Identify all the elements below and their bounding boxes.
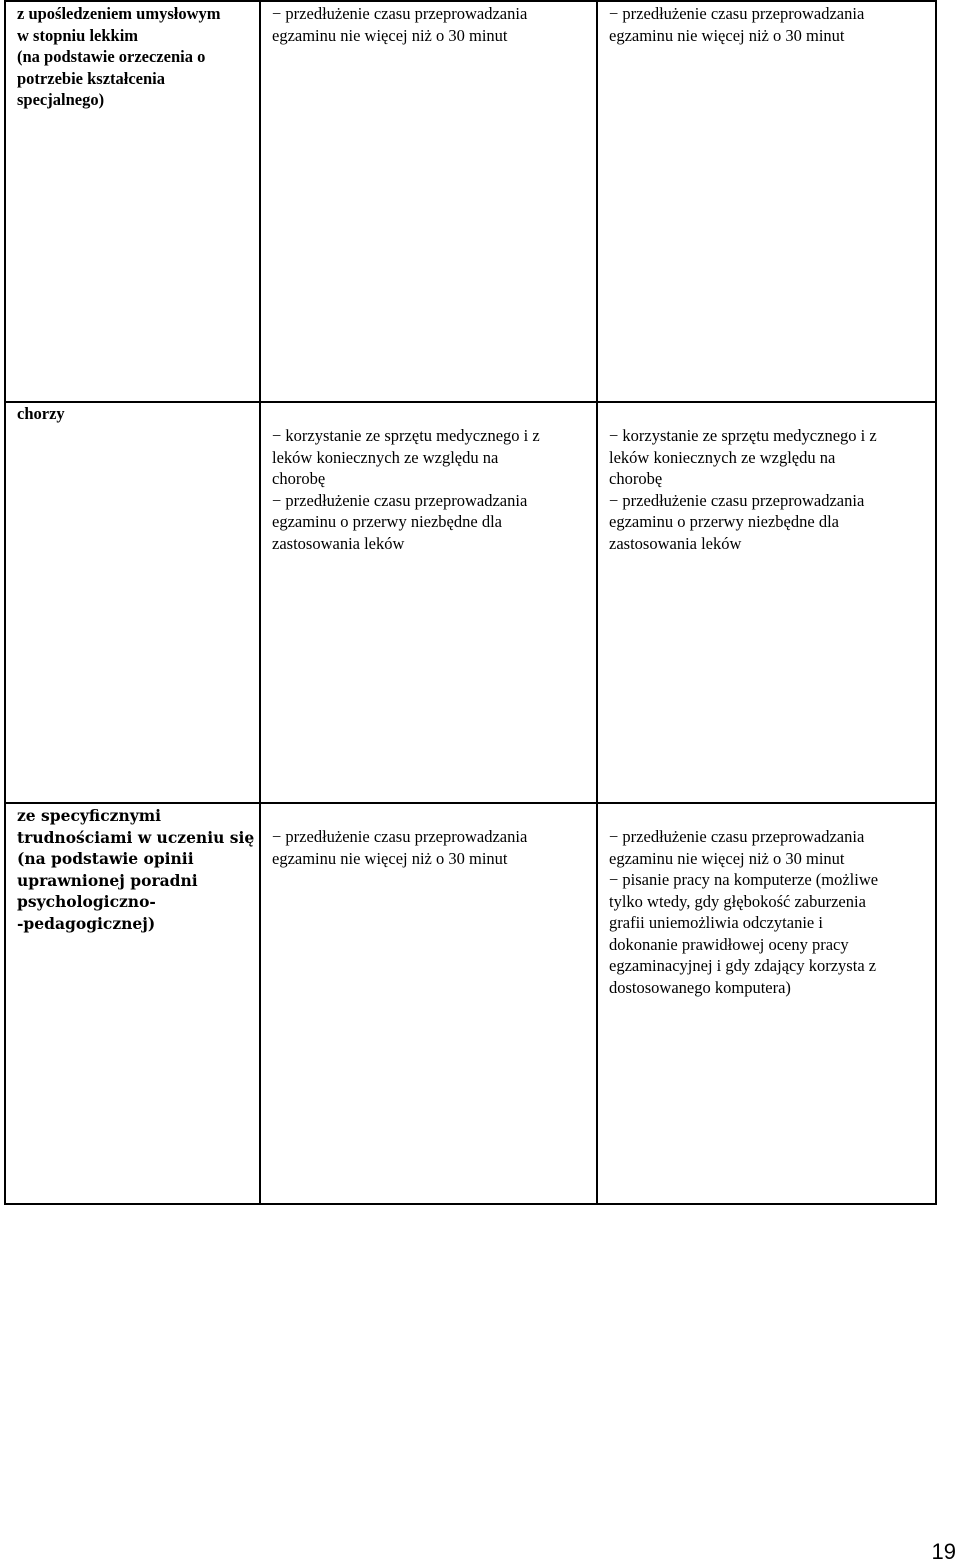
- text-line: − korzystanie ze sprzętu medycznego i z: [609, 426, 877, 445]
- text-line: egzaminu o przerwy niezbędne dla: [609, 512, 839, 531]
- text-line: leków koniecznych ze względu na: [609, 447, 836, 467]
- text-line: grafii uniemożliwia odczytanie i: [609, 913, 823, 932]
- text-line: egzaminu nie więcej niż o 30 minut: [609, 25, 845, 45]
- accommodation-text: [598, 2, 935, 46]
- text-line: − przedłużenie czasu przeprowadzania: [609, 490, 865, 510]
- accommodation-cell-col2: [260, 1, 597, 402]
- text-line: leków koniecznych ze względu na: [272, 447, 499, 467]
- accommodation-text: [598, 804, 935, 998]
- text-line: egzaminu o przerwy niezbędne dla: [272, 512, 502, 531]
- text-line: − przedłużenie czasu przeprowadzania: [609, 827, 865, 846]
- text-line: -pedagogicznej): [17, 913, 156, 933]
- accommodations-table: [4, 0, 937, 1205]
- text-line: egzaminacyjnej i gdy zdający korzysta z: [609, 956, 877, 975]
- text-line: − pisanie pracy na komputerze (możliwe: [609, 870, 879, 889]
- text-line: dostosowanego komputera): [609, 977, 791, 997]
- accommodation-cell-col2: [260, 803, 597, 1204]
- accommodation-cell-col3: [597, 1, 936, 402]
- text-line: specjalnego): [17, 90, 105, 109]
- text-line: ze specyficznymi: [17, 806, 162, 825]
- accommodation-text: [261, 2, 596, 46]
- accommodation-cell-col3: [597, 803, 936, 1204]
- text-line: − przedłużenie czasu przeprowadzania: [272, 827, 528, 846]
- text-line: − przedłużenie czasu przeprowadzania: [272, 4, 528, 23]
- text-line: (na podstawie opinii: [17, 849, 194, 868]
- text-line: chorobę: [609, 469, 663, 488]
- category-cell: [5, 1, 260, 402]
- text-line: dokonanie prawidłowej oceny pracy: [609, 934, 849, 954]
- table-row: [5, 1, 936, 402]
- category-cell: [5, 803, 260, 1204]
- text-line: potrzebie kształcenia: [17, 68, 166, 88]
- text-line: psychologiczno-: [17, 892, 156, 911]
- text-line: egzaminu nie więcej niż o 30 minut: [609, 848, 845, 868]
- accommodation-cell-col2: [260, 402, 597, 803]
- accommodation-text: [261, 804, 596, 869]
- table-row: [5, 803, 936, 1204]
- accommodation-cell-col3: [597, 402, 936, 803]
- text-line: − korzystanie ze sprzętu medycznego i z: [272, 426, 540, 445]
- text-line: chorzy: [17, 404, 65, 423]
- text-line: z upośledzeniem umysłowym: [17, 4, 221, 23]
- accommodation-text: [598, 403, 935, 554]
- text-line: − przedłużenie czasu przeprowadzania: [609, 4, 865, 23]
- text-line: w stopniu lekkim: [17, 25, 139, 45]
- table-row: [5, 402, 936, 803]
- category-text: [6, 2, 259, 111]
- text-line: chorobę: [272, 469, 326, 488]
- text-line: egzaminu nie więcej niż o 30 minut: [272, 25, 508, 45]
- category-cell: [5, 402, 260, 803]
- accommodation-text: [261, 403, 596, 554]
- text-line: zastosowania leków: [609, 533, 742, 553]
- text-line: uprawnionej poradni: [17, 870, 198, 890]
- text-line: trudnościami w uczeniu się: [17, 827, 255, 847]
- text-line: zastosowania leków: [272, 533, 405, 553]
- page-number: 19: [931, 1539, 956, 1564]
- text-line: (na podstawie orzeczenia o: [17, 47, 206, 66]
- text-line: egzaminu nie więcej niż o 30 minut: [272, 848, 508, 868]
- text-line: tylko wtedy, gdy głębokość zaburzenia: [609, 891, 866, 911]
- category-text: [6, 804, 259, 934]
- text-line: − przedłużenie czasu przeprowadzania: [272, 490, 528, 510]
- category-text: [6, 403, 259, 425]
